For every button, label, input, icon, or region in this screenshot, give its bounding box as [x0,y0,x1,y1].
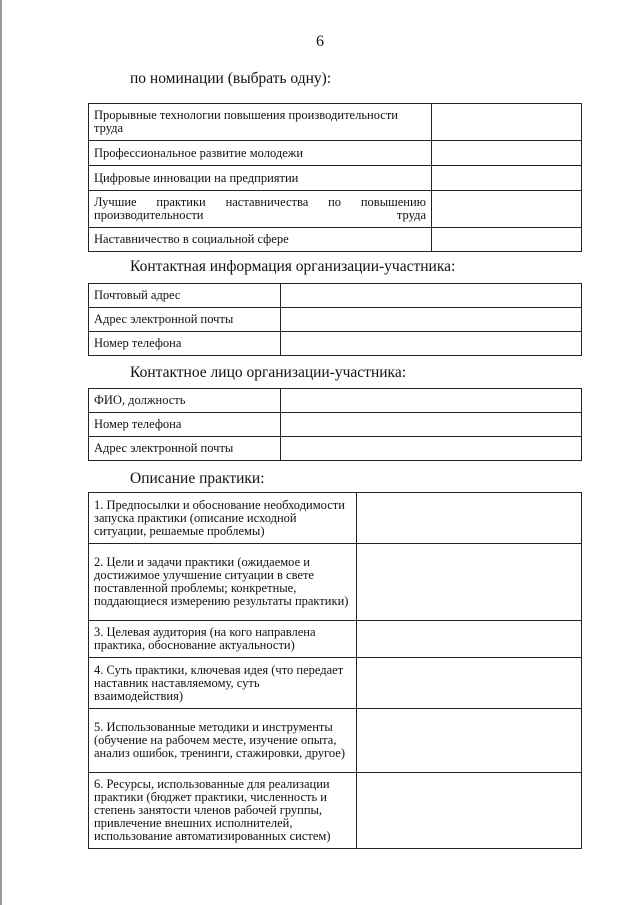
table-row [89,493,582,544]
table-row [89,437,582,461]
nomination-label: Наставничество в социальной сфере [89,228,432,252]
nomination-choice-cell[interactable] [432,104,582,141]
table-row [89,332,582,356]
nomination-choice-cell[interactable] [432,191,582,228]
contact-person-value-cell[interactable] [281,389,582,413]
contact-person-heading: Контактное лицо организации-участника: [130,364,407,381]
contact-org-table [88,283,582,356]
nomination-choice-cell[interactable] [432,228,582,252]
contact-org-value-cell[interactable] [281,284,582,308]
practice-value-cell[interactable] [357,709,582,773]
practice-table [88,492,582,849]
table-row [89,284,582,308]
table-row [89,191,582,228]
table-row [89,413,582,437]
table-row [89,544,582,621]
nomination-label: Цифровые инновации на предприятии [89,166,432,191]
nomination-table [88,103,582,252]
practice-label: 2. Цели и задачи практики (ожидаемое и достижимое улучшение ситуации в свете поставленной проблемы; конкретные, поддающиеся измерению результаты практики) [89,544,357,621]
contact-person-value-cell[interactable] [281,437,582,461]
nomination-label: Лучшие практики наставничества по повышению производительности труда [89,191,432,228]
practice-label: 3. Целевая аудитория (на кого направлена практика, обоснование актуальности) [89,621,357,658]
contact-org-label: Адрес электронной почты [89,308,281,332]
contact-person-label: ФИО, должность [89,389,281,413]
practice-value-cell[interactable] [357,544,582,621]
contact-person-table [88,388,582,461]
table-row [89,773,582,849]
table-row [89,104,582,141]
table-row [89,709,582,773]
contact-org-label: Почтовый адрес [89,284,281,308]
table-row [89,166,582,191]
practice-label: 5. Использованные методики и инструменты (обучение на рабочем месте, изучение опыта, анализ ошибок, тренинги, стажировки, другое) [89,709,357,773]
contact-person-label: Номер телефона [89,413,281,437]
contact-org-value-cell[interactable] [281,308,582,332]
practice-value-cell[interactable] [357,658,582,709]
practice-label: 1. Предпосылки и обоснование необходимости запуска практики (описание исходной ситуации, решаемые проблемы) [89,493,357,544]
practice-value-cell[interactable] [357,773,582,849]
practice-label: 6. Ресурсы, использованные для реализации практики (бюджет практики, численность и степень занятости членов рабочей группы, привлечение внешних исполнителей, использование автоматизированных систем) [89,773,357,849]
table-row [89,621,582,658]
nomination-choice-cell[interactable] [432,166,582,191]
table-row [89,228,582,252]
nomination-choice-cell[interactable] [432,141,582,166]
contact-org-label: Номер телефона [89,332,281,356]
scan-edge [0,0,2,905]
table-row [89,389,582,413]
table-row [89,141,582,166]
practice-value-cell[interactable] [357,493,582,544]
practice-value-cell[interactable] [357,621,582,658]
practice-heading: Описание практики: [130,470,265,487]
contact-org-value-cell[interactable] [281,332,582,356]
contact-person-value-cell[interactable] [281,413,582,437]
practice-label: 4. Суть практики, ключевая идея (что передает наставник наставляемому, суть взаимодействия) [89,658,357,709]
contact-org-heading: Контактная информация организации-участника: [130,258,456,275]
nomination-label: Прорывные технологии повышения производительности труда [89,104,432,141]
nomination-label: Профессиональное развитие молодежи [89,141,432,166]
table-row [89,308,582,332]
nomination-heading: по номинации (выбрать одну): [130,70,332,87]
table-row [89,658,582,709]
contact-person-label: Адрес электронной почты [89,437,281,461]
page-number: 6 [316,33,324,50]
